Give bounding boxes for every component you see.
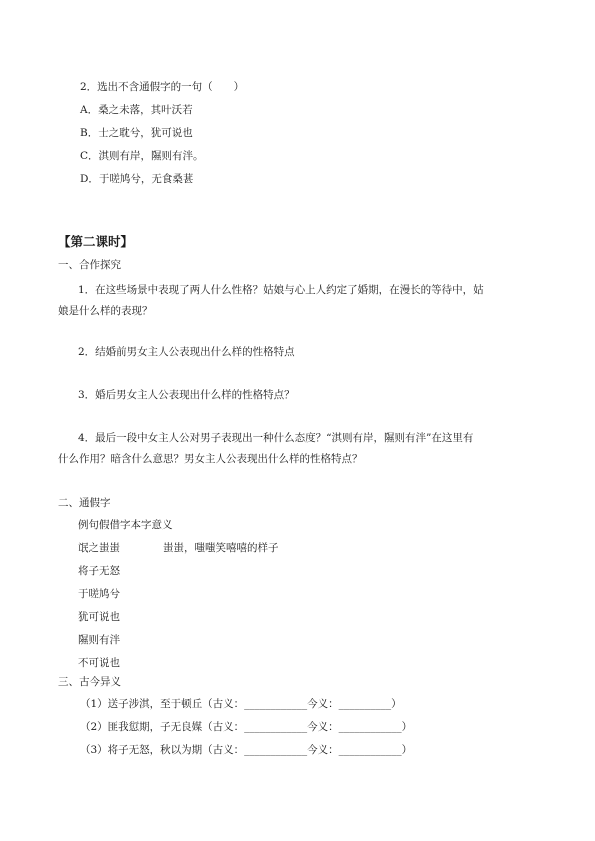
question-4-line-2: 什么作用？暗含什么意思？男女主人公表现出什么样的性格特点？ [58, 453, 363, 465]
question-4-line-1: 4．最后一段中女主人公对男子表现出一种什么态度？“淇则有岸，隰则有泮”在这里有 [78, 432, 474, 444]
question-text: 2．选出不含通假字的一句（ ） [80, 81, 245, 93]
option-b: B．士之耽兮，犹可说也 [80, 127, 193, 139]
section-title: 二、通假字 [58, 497, 111, 509]
table-row: 将子无怒 [78, 565, 120, 577]
section-title: 一、合作探究 [58, 259, 121, 271]
table-row: 不可说也 [78, 657, 120, 669]
option-d: D．于嗟鸠兮，无食桑葚 [80, 173, 194, 185]
option-c: C．淇则有岸，隰则有泮。 [80, 150, 204, 162]
question-1-line-2: 娘是什么样的表现？ [58, 305, 153, 317]
item-2: （2）匪我愆期，子无良媒（古义：____________今义：____________） [80, 721, 413, 733]
table-row: 隰则有泮 [78, 634, 120, 646]
table-row-meaning: 蚩蚩，嗤嗤笑嘻嘻的样子 [163, 542, 279, 554]
table-row: 犹可说也 [78, 611, 120, 623]
item-3: （3）将子无怒，秋以为期（古义：____________今义：____________） [80, 744, 413, 756]
question-2: 2．结婚前男女主人公表现出什么样的性格特点 [78, 346, 295, 358]
lesson-heading: 【第二课时】 [58, 234, 134, 249]
question-3: 3．婚后男女主人公表现出什么样的性格特点？ [78, 389, 295, 401]
item-1: （1）送子涉淇，至于顿丘（古义：____________今义：__________） [80, 698, 402, 710]
section-title: 三、古今异义 [58, 676, 121, 688]
option-a: A．桑之未落，其叶沃若 [80, 104, 193, 116]
question-1-line-1: 1．在这些场景中表现了两人什么性格？姑娘与心上人约定了婚期，在漫长的等待中，姑 [78, 284, 484, 296]
table-header: 例句假借字本字意义 [78, 519, 173, 531]
table-row-example: 氓之蚩蚩 [78, 542, 120, 554]
table-row: 于嗟鸠兮 [78, 588, 120, 600]
